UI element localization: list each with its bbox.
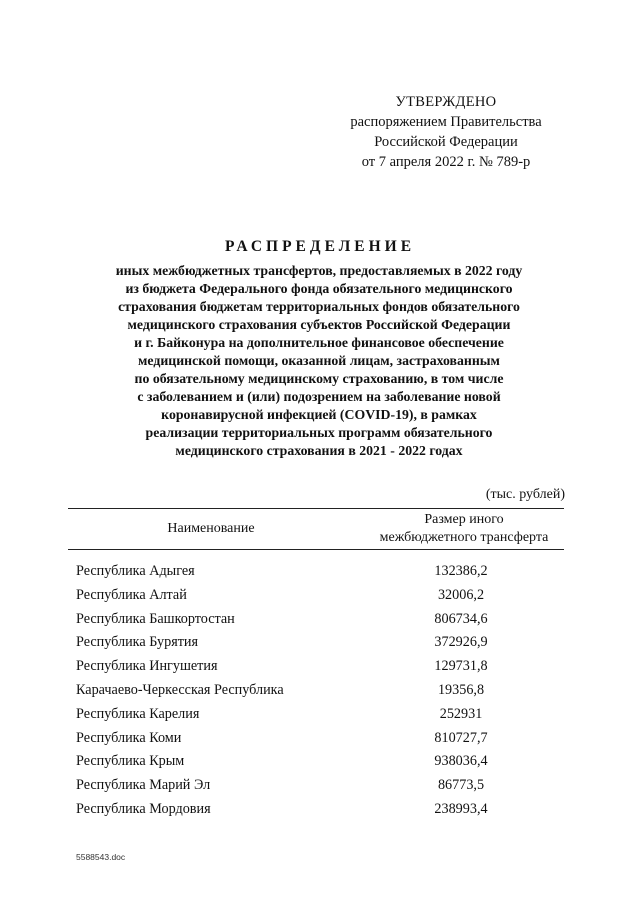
footer-filename: 5588543.doc bbox=[76, 852, 126, 862]
subtitle-line: медицинской помощи, оказанной лицам, застрахованным bbox=[138, 353, 500, 368]
table-row bbox=[0, 563, 640, 587]
transfer-amount: 86773,5 bbox=[437, 777, 485, 794]
approval-line-2: Российской Федерации bbox=[374, 134, 518, 150]
approval-title: УТВЕРЖДЕНО bbox=[395, 94, 497, 110]
document-title: РАСПРЕДЕЛЕНИЕ bbox=[224, 238, 416, 255]
units-label: (тыс. рублей) bbox=[485, 487, 565, 502]
subtitle-line: с заболеванием и (или) подозрением на заболевание новой bbox=[137, 389, 501, 404]
region-name: Республика Коми bbox=[76, 729, 182, 746]
table-row bbox=[0, 634, 640, 658]
region-name: Республика Адыгея bbox=[76, 563, 195, 579]
transfer-amount: 132386,2 bbox=[434, 563, 488, 579]
subtitle-line: реализации территориальных программ обязательного bbox=[145, 425, 493, 440]
region-name: Республика Марий Эл bbox=[76, 777, 211, 794]
table-row bbox=[0, 682, 640, 706]
subtitle-line: коронавирусной инфекцией (COVID-19), в рамках bbox=[161, 407, 477, 422]
transfer-amount: 238993,4 bbox=[434, 800, 488, 817]
document-subtitle bbox=[80, 262, 558, 460]
region-name: Республика Башкортостан bbox=[76, 610, 235, 627]
header-name: Наименование bbox=[167, 521, 255, 536]
region-name: Республика Крым bbox=[76, 753, 185, 770]
table-row bbox=[0, 706, 640, 730]
table-header bbox=[68, 508, 564, 550]
table-row bbox=[0, 801, 640, 825]
table-row bbox=[0, 611, 640, 635]
subtitle-line: страхования бюджетам территориальных фондов обязательного bbox=[118, 299, 520, 314]
transfer-amount: 32006,2 bbox=[437, 586, 485, 603]
subtitle-line: медицинского страхования в 2021 - 2022 годах bbox=[175, 443, 463, 458]
header-size-line-2: межбюджетного трансферта bbox=[379, 530, 549, 545]
region-name: Республика Бурятия bbox=[76, 634, 199, 651]
region-name: Республика Мордовия bbox=[76, 800, 211, 817]
header-size bbox=[364, 511, 564, 547]
transfer-amount: 938036,4 bbox=[434, 753, 488, 770]
transfer-amount: 129731,8 bbox=[434, 658, 488, 675]
subtitle-line: и г. Байконура на дополнительное финансовое обеспечение bbox=[134, 335, 504, 350]
transfer-amount: 252931 bbox=[439, 705, 483, 722]
transfer-amount: 372926,9 bbox=[434, 634, 488, 651]
region-name: Республика Ингушетия bbox=[76, 658, 218, 675]
table-row bbox=[0, 777, 640, 801]
region-name: Республика Алтай bbox=[76, 586, 187, 603]
transfer-amount: 19356,8 bbox=[437, 681, 485, 698]
region-name: Карачаево-Черкесская Республика bbox=[76, 681, 284, 698]
subtitle-line: медицинского страхования субъектов Российской Федерации bbox=[127, 317, 511, 332]
transfer-amount: 810727,7 bbox=[434, 729, 488, 746]
subtitle-line: по обязательному медицинскому страхованию, в том числе bbox=[134, 371, 504, 386]
header-size-line-1: Размер иного bbox=[424, 512, 504, 527]
table-row bbox=[0, 587, 640, 611]
table-body bbox=[0, 563, 640, 825]
transfer-amount: 806734,6 bbox=[434, 610, 488, 627]
approval-stamp bbox=[336, 92, 556, 172]
approval-line-1: распоряжением Правительства bbox=[350, 114, 542, 130]
region-name: Республика Карелия bbox=[76, 705, 200, 722]
subtitle-line: иных межбюджетных трансфертов, предоставляемых в 2022 году bbox=[115, 263, 523, 278]
approval-line-3: от 7 апреля 2022 г. № 789-р bbox=[361, 154, 531, 170]
table-row bbox=[0, 658, 640, 682]
table-row bbox=[0, 753, 640, 777]
subtitle-line: из бюджета Федерального фонда обязательного медицинского bbox=[125, 281, 513, 296]
table-row bbox=[0, 730, 640, 754]
